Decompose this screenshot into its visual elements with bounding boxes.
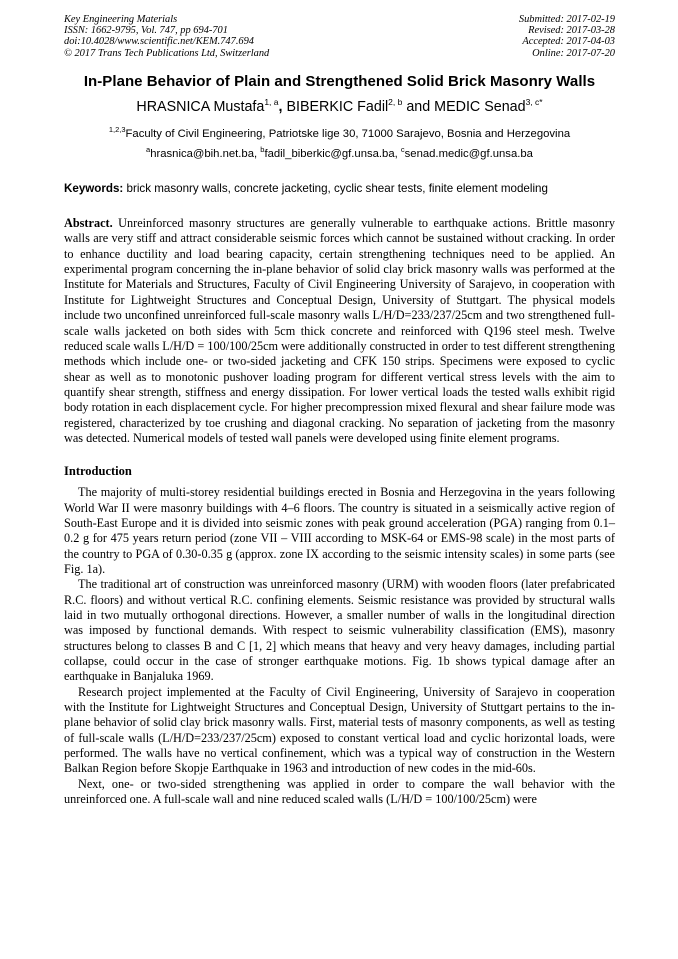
abstract-text: Unreinforced masonry structures are generally vulnerable to earthquake actions. Brittle masonry walls are very stiff and attract considerable seismic forces which cannot be sustained without cracking. In order to enhance ductility and load bearing capacity, certain strengthening techniques need to be applied. An experimental program concerning the in-plane behavior of solid clay brick masonry walls was performed at the Institute for Materials and Structures, Faculty of Civil Engineering University of Sarajevo, in cooperation with Institute for Lightweight Structures and Conceptual Design, University of Stuttgart. The physical models include two unconfined unreinforced full-scale masonry walls L/H/D=233/237/25cm and two strengthened full-scale walls jacketed on both sides with 5cm thick concrete and reinforced with Q196 steel mesh. Twelve reduced scale walls L/H/D = 100/100/25cm were additionally constructed in order to test different strengthening methods which include one- or two-sided jacketing and CFK 150 strips. Specimens were exposed to cyclic shear as well as to monotonic pushover loading program for different vertical stress levels with the aim to quantify shear strength, stiffness and energy dissipation. For lower vertical loads the tested walls exhibit rigid body rotation in each displacement cycle. For higher precompression mixed flexural and shear failure mode was registered, characterized by toe crushing and diagonal cracking. No separation of jacketing from the masonry was detected. Numerical models of tested wall panels were developed using finite element programs.	[64, 216, 615, 445]
journal-header	[64, 14, 615, 59]
intro-paragraph: The traditional art of construction was unreinforced masonry (URM) with wooden floors (later prefabricated R.C. floors) and without vertical R.C. confining elements. Seismic resistance was provided by structural walls laid in two mutually orthogonal directions. However, a smaller number of walls in the longitudinal direction was imposed by functional demands. With respect to seismic vulnerability classification (EMS), masonry structures belong to classes B and C [1, 2] which means that heavy and very heavy damages, including partial collapse, could occur in the case of stronger earthquake motions. Fig. 1b shows typical damage after an earthquake in Banjaluka 1969.	[64, 577, 615, 684]
journal-name: Key Engineering Materials	[64, 14, 178, 25]
affiliation-text: Faculty of Civil Engineering, Patriotske lige 30, 71000 Sarajevo, Bosnia and Herzegovina	[125, 127, 571, 140]
abstract-label: Abstract.	[64, 216, 113, 231]
author-sup: 3, c*	[525, 96, 543, 107]
email-link[interactable]: fadil_biberkic@gf.unsa.ba	[264, 148, 395, 161]
affiliation	[64, 125, 615, 140]
submitted-date: Submitted: 2017-02-19	[518, 14, 615, 25]
email-list: $^a$hrasnica@bih.net.ba, $^b$fadil_biberkic@gf.unsa.ba, $^c$senad.medic@gf.unsa.ba	[146, 145, 533, 161]
keywords	[64, 182, 615, 195]
author-name: MEDIC Senad	[434, 98, 526, 115]
abstract	[64, 216, 615, 446]
author-sup: 2, b	[388, 96, 403, 107]
issn-line: ISSN: 1662-9795, Vol. 747, pp 694-701	[64, 25, 228, 37]
author-separator: ,	[278, 98, 287, 115]
revised-date: Revised: 2017-03-28	[528, 25, 615, 37]
affiliation-sup: 1,2,3	[108, 124, 126, 134]
paper-page	[64, 14, 615, 807]
keywords-text: brick masonry walls, concrete jacketing, cyclic shear tests, finite element modeling	[126, 182, 548, 196]
paper-title: In-Plane Behavior of Plain and Strengthened Solid Brick Masonry Walls	[83, 72, 596, 90]
email-sup: c	[400, 145, 405, 155]
email-link[interactable]: hrasnica@bih.net.ba	[150, 148, 254, 161]
author-name: HRASNICA Mustafa	[136, 98, 265, 115]
author-list	[64, 97, 615, 115]
journal-info	[64, 14, 269, 59]
email-sup: b	[260, 145, 265, 155]
section-heading-introduction: Introduction	[64, 464, 132, 479]
intro-paragraph: Next, one- or two-sided strengthening was applied in order to compare the wall behavior with the unreinforced one. A full-scale wall and nine reduced scaled walls (L/H/D = 100/100/25cm) were	[64, 776, 615, 807]
author-and: and	[402, 98, 435, 115]
author-name: BIBERKIC Fadil	[286, 98, 389, 115]
doi-line: doi:10.4028/www.scientific.net/KEM.747.694	[64, 36, 254, 48]
intro-paragraph: The majority of multi-storey residential buildings erected in Bosnia and Herzegovina in the years following World War II were masonry buildings with 4–6 floors. The country is situated in a seismically active region of South-East Europe and it is divided into seismic zones with peak ground acceleration (PGA) ranging from 0.1–0.2 g for 475 years return period (zone VII – VIII according to MSK-64 or EMS-98 scale) in the most parts of the country to PGA of 0.30-0.35 g (approx. zone IX according to the seismic intensity scales) in some parts (see Fig. 1a).	[64, 485, 615, 576]
intro-paragraph: Research project implemented at the Faculty of Civil Engineering, University of Sarajevo in cooperation with the Institute for Lightweight Structures and Conceptual Design, University of Stuttgart pertains to the in-plane behavior of solid clay brick masonry walls. First, material tests of masonry components, as well as testing of full-scale walls (L/H/D=233/237/25cm) exposed to constant vertical load and cyclic horizontal loads, were performed. The walls have no vertical confinement, which was a typical way of construction in the Western Balkan Region before Skopje Earthquake in 1963 and introduction of new codes in the mid-60s.	[64, 684, 615, 776]
accepted-date: Accepted: 2017-04-03	[522, 36, 615, 48]
online-date: Online: 2017-07-20	[532, 47, 615, 59]
dates-info	[519, 14, 615, 59]
copyright-line: © 2017 Trans Tech Publications Ltd, Switzerland	[64, 47, 270, 59]
email-sup: a	[146, 145, 151, 155]
keywords-label: Keywords:	[64, 182, 124, 196]
author-sup: 1, a	[264, 96, 279, 107]
email-link[interactable]: senad.medic@gf.unsa.ba	[404, 148, 533, 161]
